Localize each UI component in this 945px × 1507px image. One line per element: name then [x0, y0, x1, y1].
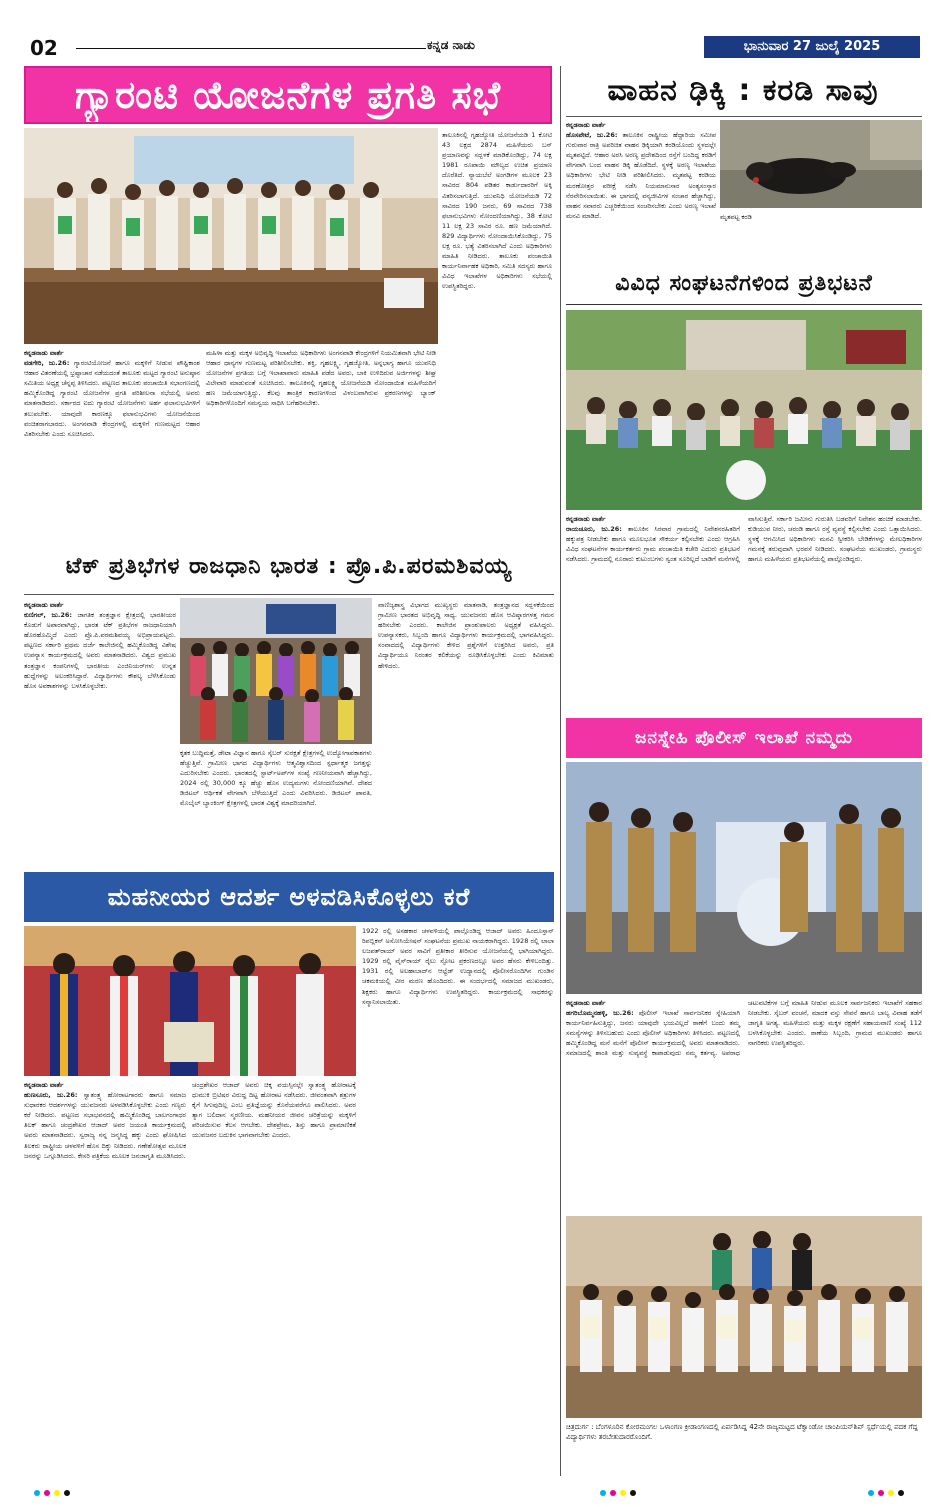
dateline: ವಡಗೇರಿ, ಜು.26:	[24, 359, 70, 368]
story-text: ತಾಲೂಕಿನ ರಾಷ್ಟ್ರೀಯ ಹೆದ್ದಾರಿಯ ಸಮೀಪ ಗುರುವಾರ ರಾತ್ರಿ ಅಪರಿಚಿತ ವಾಹನ ಢಿಕ್ಕಿಯಾಗಿ ಕರಡಿಯೊಂದು ಸ್ಥಳದಲ್ಲೇ ಮೃತಪಟ್ಟಿದೆ. ಆಹಾರ ಅರಸಿ ಅರಣ್ಯ ಪ್ರದೇಶದಿಂದ ರಸ್ತೆಗೆ ಬಂದಿದ್ದ ಕರಡಿಗೆ ವೇಗವಾಗಿ ಬಂದ ವಾಹನ ಡಿಕ್ಕಿ ಹೊಡೆದಿದೆ. ಸ್ಥಳಕ್ಕೆ ಅರಣ್ಯ ಇಲಾಖೆಯ ಅಧಿಕಾರಿಗಳು ಭೇಟಿ ನೀಡಿ ಪರಿಶೀಲಿಸಿದರು. ಮೃತಪಟ್ಟ ಕರಡಿಯ ಮರಣೋತ್ತರ ಪರೀಕ್ಷೆ ನಡೆಸಿ ನಿಯಮಾನುಸಾರ ಅಂತ್ಯಸಂಸ್ಕಾರ ನೆರವೇರಿಸಲಾಯಿತು. ಈ ಭಾಗದಲ್ಲಿ ವನ್ಯಜೀವಿಗಳ ಸಂಚಾರ ಹೆಚ್ಚಾಗಿದ್ದು, ವಾಹನ ಸವಾರರು ಎಚ್ಚರಿಕೆಯಿಂದ ಸಂಚರಿಸಬೇಕು ಎಂದು ಅರಣ್ಯ ಇಲಾಖೆ ಮನವಿ ಮಾಡಿದೆ.	[566, 131, 716, 220]
registration-dot	[868, 1490, 874, 1496]
registration-dot	[898, 1490, 904, 1496]
registration-dot	[34, 1490, 40, 1496]
registration-dot	[888, 1490, 894, 1496]
byline: ಕನ್ನಡನಾಡು ವಾರ್ತೆ	[566, 999, 606, 1007]
byline: ಕನ್ನಡನಾಡು ವಾರ್ತೆ	[566, 515, 606, 523]
photo-dead-bear	[720, 120, 922, 208]
dateline: ರಾಯಚೂರು, ಜು.26:	[566, 525, 622, 534]
headline-police: ಜನಸ್ನೇಹಿ ಪೊಲೀಸ್ ಇಲಾಖೆ ನಮ್ಮದು	[566, 718, 922, 758]
dateline: ಕುಣಿಗಲ್, ಜು.26:	[24, 611, 72, 620]
page-header	[22, 30, 922, 64]
column-rule	[560, 66, 561, 1476]
story-text: ಚಂದ್ರಶೇಖರ ಆಜಾದ್ ಅವರು ಚಿಕ್ಕ ವಯಸ್ಸಿನಲ್ಲೇ ಸ್ವಾತಂತ್ರ್ಯ ಹೋರಾಟಕ್ಕೆ ಧುಮುಕಿ ಬ್ರಿಟಿಷರ ವಿರುದ್ಧ ದಿಟ್ಟ ಹೋರಾಟ ನಡೆಸಿದರು. ಜೀವಂತವಾಗಿ ಶತ್ರುಗಳ ಕೈಗೆ ಸಿಗುವುದಿಲ್ಲ ಎಂಬ ಪ್ರತಿಜ್ಞೆಯನ್ನು ಕೊನೆಯವರೆಗೂ ಪಾಲಿಸಿದರು. ಅವರ ತ್ಯಾಗ ಬಲಿದಾನ ಸ್ಮರಣೀಯ. ಮಹನೀಯರ ಜೀವನ ಚರಿತ್ರೆಯನ್ನು ಮಕ್ಕಳಿಗೆ ಪರಿಚಯಿಸುವ ಕೆಲಸ ಆಗಬೇಕು. ದೇಶಪ್ರೇಮ, ಶಿಸ್ತು ಹಾಗೂ ಪ್ರಾಮಾಣಿಕತೆ ಯುವಜನರ ಬದುಕಿನ ಭಾಗವಾಗಬೇಕು ಎಂದರು.	[192, 1081, 356, 1140]
photo-tech-college	[180, 598, 372, 744]
registration-dots-left	[34, 1490, 74, 1496]
story-text: ತಾಲೂಕಿನಲ್ಲಿ ಗೃಹಜ್ಯೋತಿ ಯೋಜನೆಯಡಿ 1 ಕೋಟಿ 43 ಲಕ್ಷದ 2874 ಮಹಿಳೆಯರು ಬಸ್ ಪ್ರಯಾಣವನ್ನು ಸದ್ಬಳಕೆ ಮಾಡಿಕೊಂಡಿದ್ದು, 74 ಲಕ್ಷ 1981 ರೂಪಾಯಿ ಮೌಲ್ಯದ ಉಚಿತ ಪ್ರಯಾಣ ದೊರೆತಿದೆ. ನ್ಯಾಯಬೆಲೆ ಅಂಗಡಿಗಳ ಮೂಲಕ 23 ಸಾವಿರದ 804 ಪಡಿತರ ಕಾರ್ಡುದಾರರಿಗೆ ಅಕ್ಕಿ ವಿತರಿಸಲಾಗುತ್ತಿದೆ. ಯುವನಿಧಿ ಯೋಜನೆಯಡಿ 72 ಸಾವಿರದ 190 ಜನರು, 69 ಸಾವಿರದ 738 ಫಲಾನುಭವಿಗಳು ನೋಂದಣಿಯಾಗಿದ್ದು, 38 ಕೋಟಿ 11 ಲಕ್ಷ 23 ಸಾವಿರ ರೂ. ಹಣ ಜಮೆಯಾಗಿದೆ. 829 ವಿದ್ಯಾರ್ಥಿಗಳು ನೋಂದಾಯಿಸಿಕೊಂಡಿದ್ದು, 75 ಲಕ್ಷ ರೂ. ಭತ್ಯೆ ವಿತರಿಸಲಾಗಿದೆ ಎಂದು ಅಧಿಕಾರಿಗಳು ಮಾಹಿತಿ ನೀಡಿದರು. ತಾಲೂಕು ಪಂಚಾಯಿತಿ ಕಾರ್ಯನಿರ್ವಾಹಕ ಅಧಿಕಾರಿ, ಸಮಿತಿ ಸದಸ್ಯರು ಹಾಗೂ ವಿವಿಧ ಇಲಾಖೆಗಳ ಅಧಿಕಾರಿಗಳು ಸಭೆಯಲ್ಲಿ ಉಪಸ್ಥಿತರಿದ್ದರು.	[442, 131, 552, 291]
story-text: ಮಹಿಳಾ ಮತ್ತು ಮಕ್ಕಳ ಅಭಿವೃದ್ಧಿ ಇಲಾಖೆಯ ಅಧಿಕಾರಿಗಳು ಅಂಗನವಾಡಿ ಕೇಂದ್ರಗಳಿಗೆ ನಿಯಮಿತವಾಗಿ ಭೇಟಿ ನೀಡಿ ಆಹಾರ ಧಾನ್ಯಗಳ ಗುಣಮಟ್ಟ ಪರಿಶೀಲಿಸಬೇಕು. ಶಕ್ತಿ, ಗೃಹಲಕ್ಷ್ಮಿ, ಗೃಹಜ್ಯೋತಿ, ಅನ್ನಭಾಗ್ಯ ಹಾಗೂ ಯುವನಿಧಿ ಯೋಜನೆಗಳ ಪ್ರಗತಿಯ ಬಗ್ಗೆ ಇಲಾಖಾವಾರು ಮಾಹಿತಿ ಪಡೆದ ಅವರು, ಬಾಕಿ ಉಳಿದಿರುವ ಅರ್ಜಿಗಳನ್ನು ಶೀಘ್ರ ವಿಲೇವಾರಿ ಮಾಡುವಂತೆ ಸೂಚಿಸಿದರು. ತಾಲೂಕಿನಲ್ಲಿ ಗೃಹಲಕ್ಷ್ಮಿ ಯೋಜನೆಯಡಿ ನೋಂದಾಯಿತ ಮಹಿಳೆಯರಿಗೆ ಹಣ ಜಮೆಯಾಗುತ್ತಿದ್ದು, ಕೆಲವು ತಾಂತ್ರಿಕ ಕಾರಣಗಳಿಂದ ವಿಳಂಬವಾಗಿರುವ ಪ್ರಕರಣಗಳನ್ನು ಬ್ಯಾಂಕ್ ಅಧಿಕಾರಿಗಳೊಂದಿಗೆ ಸಮನ್ವಯ ಸಾಧಿಸಿ ಬಗೆಹರಿಸಬೇಕು.	[206, 349, 436, 408]
headline-accident: ವಾಹನ ಢಿಕ್ಕಿ : ಕರಡಿ ಸಾವು	[566, 66, 920, 114]
story-ideals-col2	[192, 1080, 356, 1474]
photo-caption: ಚಿತ್ರದುರ್ಗ : ಬೆಂಗಳೂರಿನ ಕೋರಮಂಗಲ ಒಳಾಂಗಣ ಕ್ರೀಡಾಂಗಣದಲ್ಲಿ ಏರ್ಪಡಿಸಿದ್ದ 42ನೇ ರಾಜ್ಯಮಟ್ಟದ ಟೆಕ್ವಾಂಡೋ ಚಾಂಪಿಯನ್‌ಶಿಪ್ ಸ್ಪರ್ಧೆಯಲ್ಲಿ ಪದಕ ಗೆದ್ದ ವಿದ್ಯಾರ್ಥಿಗಳು ತರಬೇತುದಾರರೊಂದಿಗೆ.	[566, 1422, 922, 1462]
dateline: ಹುಣಸೂರು, ಜು.26:	[24, 1091, 78, 1100]
registration-dot	[44, 1490, 50, 1496]
masthead: ಕನ್ನಡ ನಾಡು	[427, 38, 475, 52]
story-police-text	[566, 998, 922, 1210]
story-text: ಸ್ವಾತಂತ್ರ್ಯ ಹೋರಾಟಗಾರರು ಹಾಗೂ ಸಮಾಜ ಸುಧಾರಕರ ಆದರ್ಶಗಳನ್ನು ಯುವಜನರು ಅಳವಡಿಸಿಕೊಳ್ಳಬೇಕು ಎಂದು ಗಣ್ಯರು ಕರೆ ನೀಡಿದರು. ಪಟ್ಟಣದ ಸಭಾಭವನದಲ್ಲಿ ಹಮ್ಮಿಕೊಂಡಿದ್ದ ಬಾಲಗಂಗಾಧರ ತಿಲಕ್ ಹಾಗೂ ಚಂದ್ರಶೇಖರ ಆಜಾದ್ ಅವರ ಜಯಂತಿ ಕಾರ್ಯಕ್ರಮದಲ್ಲಿ ಅವರು ಮಾತನಾಡಿದರು. ಸ್ವರಾಜ್ಯ ನನ್ನ ಜನ್ಮಸಿದ್ಧ ಹಕ್ಕು ಎಂದು ಘೋಷಿಸಿದ ತಿಲಕರು ರಾಷ್ಟ್ರೀಯ ಚಳವಳಿಗೆ ಹೊಸ ದಿಕ್ಕು ನೀಡಿದರು. ಗಣೇಶೋತ್ಸವ ಮೂಲಕ ಜನರನ್ನು ಒಗ್ಗೂಡಿಸಿದರು. ಕೇಸರಿ ಪತ್ರಿಕೆಯ ಮೂಲಕ ಜನಜಾಗೃತಿ ಮೂಡಿಸಿದರು.	[24, 1091, 186, 1160]
registration-dot	[620, 1490, 626, 1496]
story-text: 1922 ರಲ್ಲಿ ಅಸಹಕಾರ ಚಳವಳಿಯಲ್ಲಿ ಪಾಲ್ಗೊಂಡಿದ್ದ ಆಜಾದ್ ಅವರು ಹಿಂದೂಸ್ತಾನ್ ರಿಪಬ್ಲಿಕನ್ ಅಸೋಸಿಯೇಷನ್ ಸಂಘಟನೆಯ ಪ್ರಮುಖ ನಾಯಕರಾಗಿದ್ದರು. 1928 ರಲ್ಲಿ ಲಾಲಾ ಲಜಪತ್‌ರಾಯ್ ಅವರ ಸಾವಿಗೆ ಪ್ರತೀಕಾರ ತೀರಿಸುವ ಯೋಜನೆಯಲ್ಲಿ ಭಾಗಿಯಾಗಿದ್ದರು. 1929 ರಲ್ಲಿ ವೈಸ್‌ರಾಯ್ ರೈಲು ಸ್ಫೋಟ ಪ್ರಕರಣದಲ್ಲೂ ಅವರ ಹೆಸರು ಕೇಳಿಬಂದಿತ್ತು. 1931 ರಲ್ಲಿ ಅಲಹಾಬಾದ್‌ನ ಆಲ್ಫ್ರೆಡ್ ಉದ್ಯಾನದಲ್ಲಿ ಪೊಲೀಸರೊಂದಿಗಿನ ಗುಂಡಿನ ಚಕಮಕಿಯಲ್ಲಿ ವೀರ ಮರಣ ಹೊಂದಿದರು. ಈ ಸಂದರ್ಭದಲ್ಲಿ ಸಮಾಜದ ಮುಖಂಡರು, ಶಿಕ್ಷಕರು ಹಾಗೂ ವಿದ್ಯಾರ್ಥಿಗಳು ಉಪಸ್ಥಿತರಿದ್ದರು. ಕಾರ್ಯಕ್ರಮದಲ್ಲಿ ಸಾಧಕರನ್ನು ಸನ್ಮಾನಿಸಲಾಯಿತು.	[362, 927, 554, 1006]
story-accident-text	[566, 120, 716, 258]
byline: ಕನ್ನಡನಾಡು ವಾರ್ತೆ	[24, 349, 64, 357]
byline: ಕನ್ನಡನಾಡು ವಾರ್ತೆ	[24, 601, 64, 609]
registration-dots-right	[868, 1490, 908, 1496]
registration-dot	[600, 1490, 606, 1496]
story-guarantee-col3	[442, 130, 552, 534]
story-tech-col2	[180, 748, 372, 866]
story-guarantee-col2	[206, 348, 436, 534]
story-text: ತಾಲೂಕಿನ ಸಿರವಾರ ಗ್ರಾಮದಲ್ಲಿ ನಿವೇಶನರಹಿತರಿಗೆ ಹಕ್ಕುಪತ್ರ ನೀಡಬೇಕು ಹಾಗೂ ಮೂಲಭೂತ ಸೌಕರ್ಯ ಕಲ್ಪಿಸಬೇಕು ಎಂದು ಆಗ್ರಹಿಸಿ ವಿವಿಧ ಸಂಘಟನೆಗಳ ಕಾರ್ಯಕರ್ತರು ಗ್ರಾಮ ಪಂಚಾಯಿತಿ ಕಚೇರಿ ಎದುರು ಪ್ರತಿಭಟನೆ ನಡೆಸಿದರು. ಗ್ರಾಮದಲ್ಲಿ ನೂರಾರು ಕುಟುಂಬಗಳು ಸ್ವಂತ ಸೂರಿಲ್ಲದೆ ಬಾಡಿಗೆ ಮನೆಗಳಲ್ಲಿ ವಾಸಿಸುತ್ತಿವೆ. ಸರ್ಕಾರಿ ಜಮೀನು ಗುರುತಿಸಿ ಬಡವರಿಗೆ ನಿವೇಶನ ಹಂಚಿಕೆ ಮಾಡಬೇಕು. ಕುಡಿಯುವ ನೀರು, ಚರಂಡಿ ಹಾಗೂ ರಸ್ತೆ ವ್ಯವಸ್ಥೆ ಕಲ್ಪಿಸಬೇಕು ಎಂದು ಒತ್ತಾಯಿಸಿದರು. ಸ್ಥಳಕ್ಕೆ ಆಗಮಿಸಿದ ಅಧಿಕಾರಿಗಳು ಮನವಿ ಸ್ವೀಕರಿಸಿ ಬೇಡಿಕೆಗಳನ್ನು ಮೇಲಧಿಕಾರಿಗಳ ಗಮನಕ್ಕೆ ತರುವುದಾಗಿ ಭರವಸೆ ನೀಡಿದರು. ಸಂಘಟನೆಯ ಮುಖಂಡರು, ಗ್ರಾಮಸ್ಥರು ಹಾಗೂ ಮಹಿಳೆಯರು ಪ್ರತಿಭಟನೆಯಲ್ಲಿ ಪಾಲ್ಗೊಂಡಿದ್ದರು.	[566, 515, 922, 564]
story-text: ಗ್ಯಾರಂಟಿಯೋಜನೆ ಹಾಗೂ ಮಕ್ಕಳಿಗೆ ನೀಡುವ ಪೌಷ್ಟಿಕಾಂಶ ಆಹಾರ ವಿತರಣೆಯಲ್ಲಿ ಭ್ರಷ್ಟಾಚಾರ ನಡೆಯದಂತೆ ತಾಲೂಕು ಮಟ್ಟದ ಗ್ಯಾರಂಟಿ ಅನುಷ್ಠಾನ ಸಮಿತಿಯ ಅಧ್ಯಕ್ಷ ಚೆನ್ನಪ್ಪ ತಿಳಿಸಿದರು. ಪಟ್ಟಣದ ತಾಲೂಕು ಪಂಚಾಯಿತಿ ಸಭಾಂಗಣದಲ್ಲಿ ಹಮ್ಮಿಕೊಂಡಿದ್ದ ಗ್ಯಾರಂಟಿ ಯೋಜನೆಗಳ ಪ್ರಗತಿ ಪರಿಶೀಲನಾ ಸಭೆಯಲ್ಲಿ ಅವರು ಮಾತನಾಡಿದರು. ಸರ್ಕಾರದ ಐದು ಗ್ಯಾರಂಟಿ ಯೋಜನೆಗಳು ಅರ್ಹ ಫಲಾನುಭವಿಗಳಿಗೆ ತಲುಪಬೇಕು. ಯಾವುದೇ ಕಾರಣಕ್ಕೂ ಫಲಾನುಭವಿಗಳು ಯೋಜನೆಯಿಂದ ವಂಚಿತರಾಗಬಾರದು. ಅಂಗನವಾಡಿ ಕೇಂದ್ರಗಳಲ್ಲಿ ಮಕ್ಕಳಿಗೆ ಗುಣಮಟ್ಟದ ಆಹಾರ ವಿತರಿಸಬೇಕು ಎಂದು ಸೂಚಿಸಿದರು.	[24, 359, 200, 438]
registration-dot	[610, 1490, 616, 1496]
story-tech-col1	[24, 600, 176, 866]
photo-protest	[566, 310, 922, 510]
divider	[566, 116, 922, 117]
registration-dot	[64, 1490, 70, 1496]
headline-tech: ಟೆಕ್ ಪ್ರತಿಭೆಗಳ ರಾಜಧಾನಿ ಭಾರತ : ಪ್ರೊ.ಪಿ.ಪರಮಶಿವಯ್ಯ	[24, 540, 554, 592]
page-number: 02	[30, 36, 58, 60]
dateline: ಹೊಸಪೇಟೆ, ಜು.26:	[566, 131, 618, 140]
registration-dot	[878, 1490, 884, 1496]
registration-dots-middle	[600, 1490, 640, 1496]
story-guarantee-col1	[24, 348, 200, 534]
photo-ideals-felicitation	[24, 926, 356, 1076]
headline-ideals: ಮಹನೀಯರ ಆದರ್ಶ ಅಳವಡಿಸಿಕೊಳ್ಳಲು ಕರೆ	[24, 872, 554, 922]
registration-dot	[630, 1490, 636, 1496]
headline-guarantee: ಗ್ಯಾರಂಟಿ ಯೋಜನೆಗಳ ಪ್ರಗತಿ ಸಭೆ	[24, 66, 552, 124]
story-text: ವಾಣಿಜ್ಯಶಾಸ್ತ್ರ ವಿಭಾಗದ ಮುಖ್ಯಸ್ಥರು ಮಾತನಾಡಿ, ತಂತ್ರಜ್ಞಾನದ ಸದ್ಬಳಕೆಯಿಂದ ಗ್ರಾಮೀಣ ಭಾರತದ ಅಭಿವೃದ್ಧಿ ಸಾಧ್ಯ. ಯುವಜನರು ಹೊಸ ಆವಿಷ್ಕಾರಗಳತ್ತ ಗಮನ ಹರಿಸಬೇಕು ಎಂದರು. ಕಾಲೇಜಿನ ಪ್ರಾಂಶುಪಾಲರು ಅಧ್ಯಕ್ಷತೆ ವಹಿಸಿದ್ದರು. ಉಪನ್ಯಾಸಕರು, ಸಿಬ್ಬಂದಿ ಹಾಗೂ ವಿದ್ಯಾರ್ಥಿಗಳು ಕಾರ್ಯಕ್ರಮದಲ್ಲಿ ಭಾಗವಹಿಸಿದ್ದರು. ಸಂವಾದದಲ್ಲಿ ವಿದ್ಯಾರ್ಥಿಗಳು ಕೇಳಿದ ಪ್ರಶ್ನೆಗಳಿಗೆ ಉತ್ತರಿಸಿದ ಅವರು, ಪ್ರತಿ ವಿದ್ಯಾರ್ಥಿಯೂ ನಿರಂತರ ಕಲಿಕೆಯನ್ನು ರೂಢಿಸಿಕೊಳ್ಳಬೇಕು ಎಂದು ಕಿವಿಮಾತು ಹೇಳಿದರು.	[378, 601, 554, 670]
story-protest-text	[566, 514, 922, 712]
story-text: ಕೃತಕ ಬುದ್ಧಿಮತ್ತೆ, ಡೇಟಾ ವಿಜ್ಞಾನ ಹಾಗೂ ಸೈಬರ್ ಸುರಕ್ಷತೆ ಕ್ಷೇತ್ರಗಳಲ್ಲಿ ಉದ್ಯೋಗಾವಕಾಶಗಳು ಹೆಚ್ಚುತ್ತಿವೆ. ಗ್ರಾಮೀಣ ಭಾಗದ ವಿದ್ಯಾರ್ಥಿಗಳು ಆತ್ಮವಿಶ್ವಾಸದಿಂದ ಸ್ಪರ್ಧಾತ್ಮಕ ಜಗತ್ತನ್ನು ಎದುರಿಸಬೇಕು ಎಂದರು. ಭಾರತದಲ್ಲಿ ಸ್ಟಾರ್ಟ್‌ಅಪ್‌ಗಳ ಸಂಖ್ಯೆ ಗಣನೀಯವಾಗಿ ಹೆಚ್ಚಾಗಿದ್ದು, 2024 ರಲ್ಲಿ 30,000 ಕ್ಕೂ ಹೆಚ್ಚು ಹೊಸ ಉದ್ಯಮಗಳು ನೋಂದಣಿಯಾಗಿವೆ. ದೇಶದ ಡಿಜಿಟಲ್ ಆರ್ಥಿಕತೆ ವೇಗವಾಗಿ ಬೆಳೆಯುತ್ತಿದೆ ಎಂದು ವಿವರಿಸಿದರು. ಡಿಜಿಟಲ್ ಪಾವತಿ, ಮೊಬೈಲ್ ಬ್ಯಾಂಕಿಂಗ್ ಕ್ಷೇತ್ರಗಳಲ್ಲಿ ಭಾರತ ವಿಶ್ವಕ್ಕೆ ಮಾದರಿಯಾಗಿದೆ.	[180, 749, 372, 808]
photo-police-event	[566, 762, 922, 994]
story-ideals-col3	[362, 926, 554, 1474]
story-text: ಜಾಗತಿಕ ತಂತ್ರಜ್ಞಾನ ಕ್ಷೇತ್ರದಲ್ಲಿ ಭಾರತೀಯರ ಕೊಡುಗೆ ಅಪಾರವಾಗಿದ್ದು, ಭಾರತ ಟೆಕ್ ಪ್ರತಿಭೆಗಳ ರಾಜಧಾನಿಯಾಗಿ ಹೊರಹೊಮ್ಮಿದೆ ಎಂದು ಪ್ರೊ.ಪಿ.ಪರಮಶಿವಯ್ಯ ಅಭಿಪ್ರಾಯಪಟ್ಟರು. ಪಟ್ಟಣದ ಸರ್ಕಾರಿ ಪ್ರಥಮ ದರ್ಜೆ ಕಾಲೇಜಿನಲ್ಲಿ ಹಮ್ಮಿಕೊಂಡಿದ್ದ ವಿಶೇಷ ಉಪನ್ಯಾಸ ಕಾರ್ಯಕ್ರಮದಲ್ಲಿ ಅವರು ಮಾತನಾಡಿದರು. ವಿಶ್ವದ ಪ್ರಮುಖ ತಂತ್ರಜ್ಞಾನ ಕಂಪನಿಗಳಲ್ಲಿ ಭಾರತೀಯ ಎಂಜಿನಿಯರ್‌ಗಳು ಉನ್ನತ ಹುದ್ದೆಗಳನ್ನು ಅಲಂಕರಿಸಿದ್ದಾರೆ. ವಿದ್ಯಾರ್ಥಿಗಳು ಕೌಶಲ್ಯ ಬೆಳೆಸಿಕೊಂಡು ಹೊಸ ಅವಕಾಶಗಳನ್ನು ಬಳಸಿಕೊಳ್ಳಬೇಕು.	[24, 611, 176, 690]
registration-dot	[54, 1490, 60, 1496]
photo-caption: ಮೃತಪಟ್ಟ ಕರಡಿ	[720, 213, 752, 221]
byline: ಕನ್ನಡನಾಡು ವಾರ್ತೆ	[24, 1081, 64, 1089]
byline: ಕನ್ನಡನಾಡು ವಾರ್ತೆ	[566, 121, 606, 129]
story-text: ಪೊಲೀಸ್ ಇಲಾಖೆ ಸಾರ್ವಜನಿಕರ ಸ್ನೇಹಿಯಾಗಿ ಕಾರ್ಯನಿರ್ವಹಿಸುತ್ತಿದ್ದು, ಜನರು ಯಾವುದೇ ಭಯವಿಲ್ಲದೆ ಠಾಣೆಗೆ ಬಂದು ತಮ್ಮ ಸಮಸ್ಯೆಗಳನ್ನು ತಿಳಿಸಬಹುದು ಎಂದು ಪೊಲೀಸ್ ಅಧಿಕಾರಿಗಳು ತಿಳಿಸಿದರು. ಪಟ್ಟಣದಲ್ಲಿ ಹಮ್ಮಿಕೊಂಡಿದ್ದ ಮನೆ ಮನೆಗೆ ಪೊಲೀಸ್ ಕಾರ್ಯಕ್ರಮದಲ್ಲಿ ಅವರು ಮಾತನಾಡಿದರು. ಸಮಾಜದಲ್ಲಿ ಶಾಂತಿ ಮತ್ತು ಸುವ್ಯವಸ್ಥೆ ಕಾಪಾಡುವುದು ನಮ್ಮ ಕರ್ತವ್ಯ. ಅಪರಾಧ ಚಟುವಟಿಕೆಗಳ ಬಗ್ಗೆ ಮಾಹಿತಿ ನೀಡುವ ಮೂಲಕ ಸಾರ್ವಜನಿಕರು ಇಲಾಖೆಗೆ ಸಹಕಾರ ನೀಡಬೇಕು. ಸೈಬರ್ ವಂಚನೆ, ಮಾದಕ ವಸ್ತು ಸೇವನೆ ಹಾಗೂ ಬಾಲ್ಯ ವಿವಾಹ ತಡೆಗೆ ಜಾಗೃತಿ ಅಗತ್ಯ. ಮಹಿಳೆಯರು ಮತ್ತು ಮಕ್ಕಳ ರಕ್ಷಣೆಗೆ ಸಹಾಯವಾಣಿ ಸಂಖ್ಯೆ 112 ಬಳಸಿಕೊಳ್ಳಬೇಕು ಎಂದರು. ಠಾಣೆಯ ಸಿಬ್ಬಂದಿ, ಗ್ರಾಮದ ಮುಖಂಡರು ಹಾಗೂ ನಾಗರಿಕರು ಉಪಸ್ಥಿತರಿದ್ದರು.	[566, 999, 922, 1058]
issue-date: ಭಾನುವಾರ 27 ಜುಲೈ 2025	[704, 36, 920, 58]
photo-taekwondo-students	[566, 1216, 922, 1418]
divider	[24, 594, 554, 595]
headline-protest: ವಿವಿಧ ಸಂಘಟನೆಗಳಿಂದ ಪ್ರತಿಭಟನೆ	[566, 263, 922, 305]
photo-guarantee-meeting	[24, 128, 438, 344]
story-ideals-col1	[24, 1080, 186, 1474]
dateline: ಹಗರಿಬೊಮ್ಮನಹಳ್ಳಿ, ಜು.26:	[566, 1009, 634, 1018]
story-accident-text2	[720, 212, 922, 258]
story-tech-col3	[378, 600, 554, 866]
